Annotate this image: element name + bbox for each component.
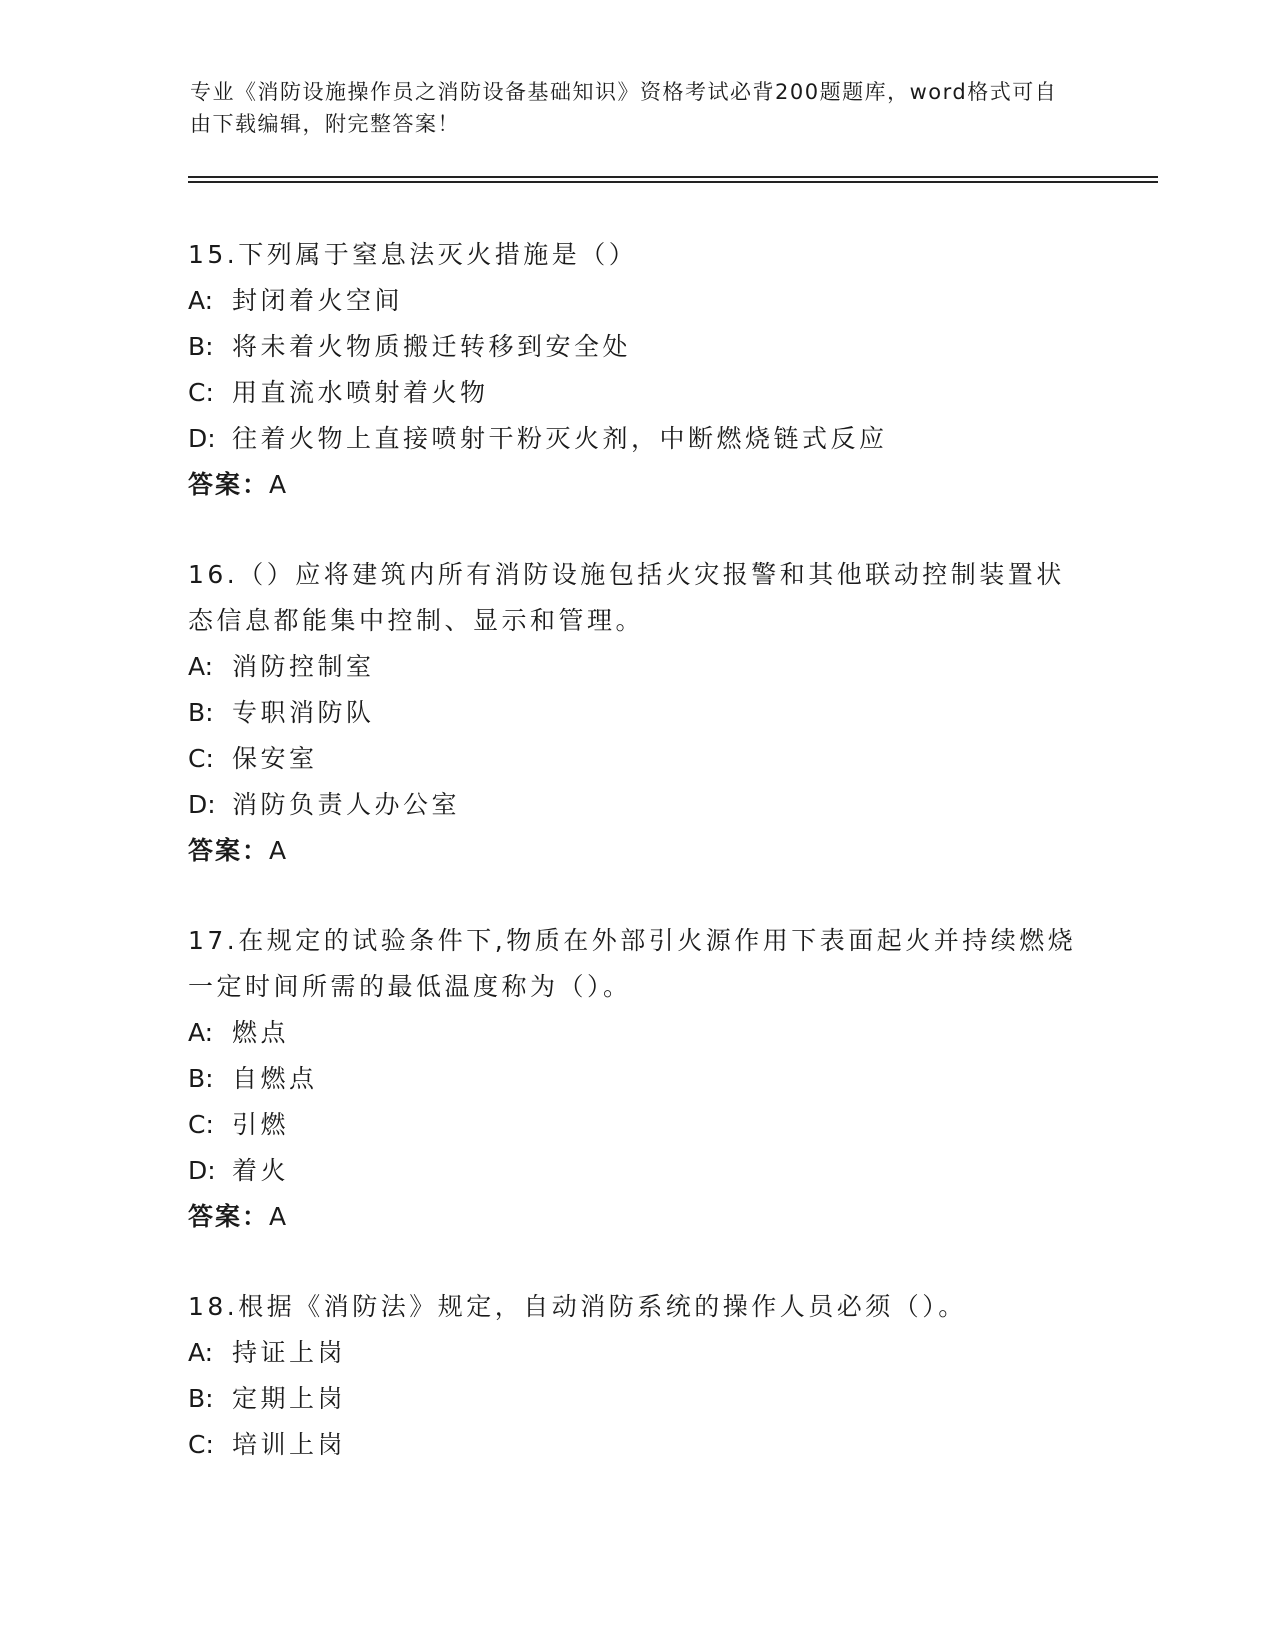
option-text: 消防控制室 xyxy=(232,652,375,681)
option-key: D: xyxy=(188,1156,216,1185)
option-b xyxy=(188,324,1088,370)
option-d xyxy=(188,782,1088,828)
option-a xyxy=(188,644,1088,690)
option-d xyxy=(188,416,1088,462)
answer-value: A xyxy=(269,470,289,499)
question-stem: 18.根据《消防法》规定，自动消防系统的操作人员必须（）。 xyxy=(188,1292,967,1321)
option-key: C: xyxy=(188,1430,214,1459)
question-15 xyxy=(188,232,1088,508)
answer-line xyxy=(188,1194,1088,1240)
answer-line xyxy=(188,462,1088,508)
option-b xyxy=(188,1376,1088,1422)
option-text: 将未着火物质搬迁转移到安全处 xyxy=(232,332,632,361)
option-text: 往着火物上直接喷射干粉灭火剂，中断燃烧链式反应 xyxy=(232,424,888,453)
option-text: 消防负责人办公室 xyxy=(232,790,461,819)
header-divider-top xyxy=(188,176,1158,178)
option-text: 培训上岗 xyxy=(232,1430,347,1459)
option-key: A: xyxy=(188,1018,214,1047)
question-16 xyxy=(188,552,1088,874)
option-key: D: xyxy=(188,424,216,453)
option-b xyxy=(188,690,1088,736)
answer-value: A xyxy=(269,1202,289,1231)
option-text: 定期上岗 xyxy=(232,1384,347,1413)
option-key: B: xyxy=(188,1384,214,1413)
option-text: 引燃 xyxy=(232,1110,290,1139)
option-text: 燃点 xyxy=(232,1018,290,1047)
option-key: A: xyxy=(188,652,214,681)
option-text: 持证上岗 xyxy=(232,1338,347,1367)
option-key: C: xyxy=(188,1110,214,1139)
option-text: 封闭着火空间 xyxy=(232,286,404,315)
option-c xyxy=(188,1102,1088,1148)
option-c xyxy=(188,736,1088,782)
question-stem: 15.下列属于窒息法灭火措施是（） xyxy=(188,240,638,269)
question-list xyxy=(188,232,1088,1512)
question-stem: 17.在规定的试验条件下,物质在外部引火源作用下表面起火并持续燃烧一定时间所需的最低温度称为（）。 xyxy=(188,926,1077,1001)
option-key: C: xyxy=(188,744,214,773)
option-text: 自燃点 xyxy=(232,1064,318,1093)
option-key: B: xyxy=(188,332,214,361)
option-c xyxy=(188,1422,1088,1468)
option-text: 着火 xyxy=(232,1156,290,1185)
option-c xyxy=(188,370,1088,416)
option-a xyxy=(188,1330,1088,1376)
option-a xyxy=(188,1010,1088,1056)
answer-label: 答案： xyxy=(188,470,270,499)
answer-label: 答案： xyxy=(188,1202,270,1231)
option-a xyxy=(188,278,1088,324)
option-key: B: xyxy=(188,1064,214,1093)
option-key: C: xyxy=(188,378,214,407)
option-text: 保安室 xyxy=(232,744,318,773)
answer-label: 答案： xyxy=(188,836,270,865)
question-stem: 16.（）应将建筑内所有消防设施包括火灾报警和其他联动控制装置状态信息都能集中控制、显示和管理。 xyxy=(188,560,1065,635)
answer-line xyxy=(188,828,1088,874)
option-d xyxy=(188,1148,1088,1194)
question-17 xyxy=(188,918,1088,1240)
option-text: 专职消防队 xyxy=(232,698,375,727)
document-intro: 专业《消防设施操作员之消防设备基础知识》资格考试必背200题题库，word格式可自由下载编辑，附完整答案！ xyxy=(190,80,1058,136)
option-key: D: xyxy=(188,790,216,819)
option-key: B: xyxy=(188,698,214,727)
option-b xyxy=(188,1056,1088,1102)
header-divider-bottom xyxy=(188,181,1158,183)
option-key: A: xyxy=(188,286,214,315)
option-text: 用直流水喷射着火物 xyxy=(232,378,489,407)
question-18 xyxy=(188,1284,1088,1468)
option-key: A: xyxy=(188,1338,214,1367)
answer-value: A xyxy=(269,836,289,865)
